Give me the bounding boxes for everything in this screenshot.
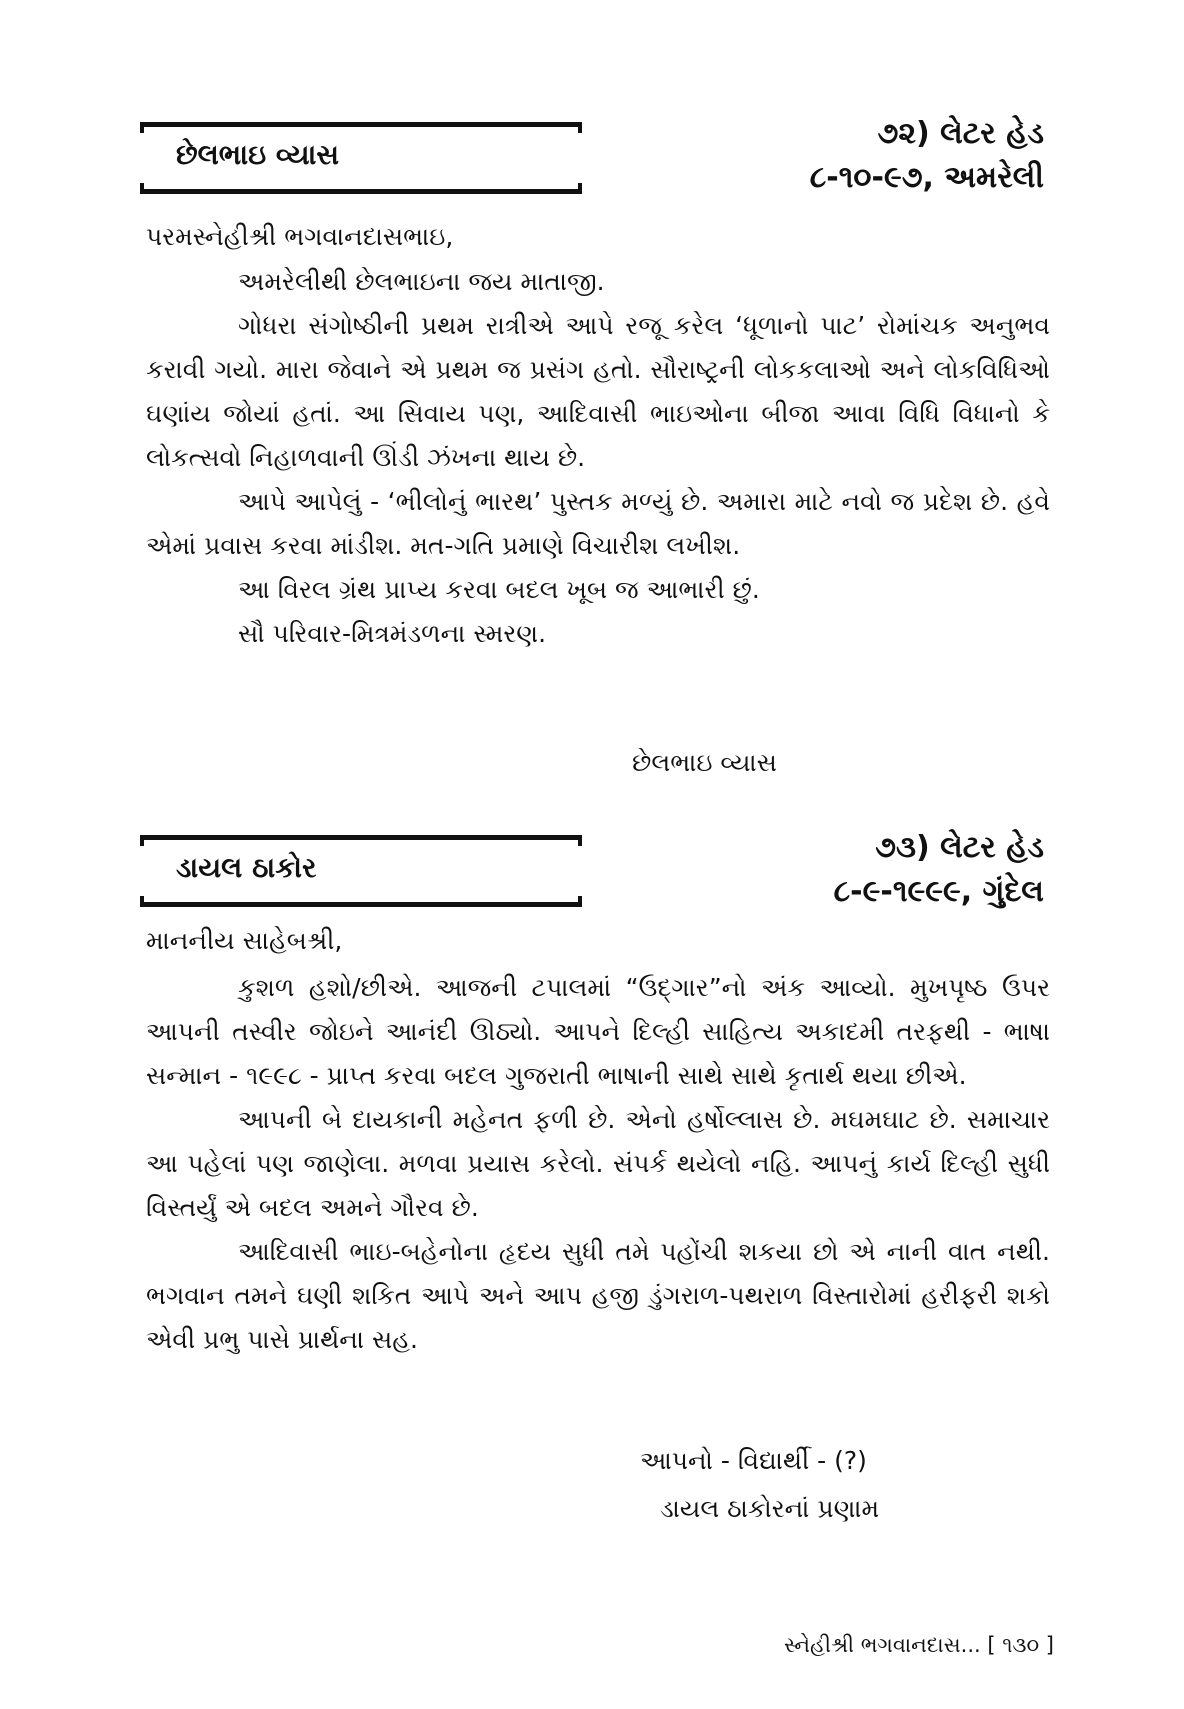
letter-date-place: ૮-૧૦-૯૭, અમરેલી [809,160,1044,195]
paragraph: આ વિરલ ગ્રંથ પ્રાપ્ય કરવા બદલ ખૂબ જ આભારી છું. [238,575,760,604]
page-footer: સ્નેહીશ્રી ભગવાનદાસ... [ ૧૩૦ ] [783,1633,1054,1657]
author-name-box [140,122,582,194]
paragraph: સૌ પરિવાર-મિત્રમંડળના સ્મરણ. [238,619,547,648]
paragraph: આપે આપેલું - ‘ભીલોનું ભારથ’ પુસ્તક મળ્યું છે. અમારા માટે નવો જ પ્રદેશ છે. હવે એમાં પ્રવાસ કરવા માંડીશ. મત-ગતિ પ્રમાણે વિચારીશ લખીશ. [146,487,1050,560]
paragraph: આદિવાસી ભાઇ-બહેનોના હૃદય સુધી તમે પહોંચી શકયા છો એ નાની વાત નથી. ભગવાન તમને ઘણી શકિત આપે અને આપ હજી ડુંગરાળ-પથરાળ વિસ્તારોમાં હરીફરી શકો એવી પ્રભુ પાસે પ્રાર્થના સહ. [146,1237,1050,1354]
paragraph: કુશળ હશો/છીએ. આજની ટપાલમાં “ઉદ્‌ગાર”નો અંક આવ્યો. મુખપૃષ્ઠ ઉપર આપની તસ્વીર જોઇને આનંદી ઊઠ્યો. આપને દિલ્હી સાહિત્ય અકાદમી તરફથી - ભાષા સન્માન - ૧૯૯૮ - પ્રાપ્ત કરવા બદલ ગુજરાતી ભાષાની સાથે સાથે કૃતાર્થ થયા છીએ. [146,973,1050,1090]
letter-number: ૭૩) લેટર હેડ [875,830,1044,865]
paragraph: અમરેલીથી છેલભાઇના જય માતાજી. [238,267,605,296]
paragraph: ગોધરા સંગોષ્ઠીની પ્રથમ રાત્રીએ આપે રજૂ કરેલ ‘ધૂળાનો પાટ’ રોમાંચક અનુભવ કરાવી ગયો. મારા જેવાને એ પ્રથમ જ પ્રસંગ હતો. સૌરાષ્ટ્રની લોકકલાઓ અને લોકવિધિઓ ઘણાંય જોયાં હતાં. આ સિવાય પણ, આદિવાસી ભાઇઓના બીજા આવા વિધિ વિધાનો કે લોકત્સવો નિહાળવાની ઊંડી ઝંખના થાય છે. [146,311,1050,472]
letter-number: ૭૨) લેટર હેડ [877,116,1044,151]
letter-body [146,966,1050,1362]
signature-line-2: ડાયલ ઠાકોરનાં પ્રણામ [660,1494,880,1523]
letter-reference [810,112,1044,200]
salutation: માનનીય સાહેબશ્રી, [146,926,343,955]
letter-body [146,260,1050,656]
signature-line-1: આપનો - વિદ્યાર્થી - (?) [640,1446,867,1475]
signature: છેલભાઇ વ્યાસ [632,748,777,777]
letter-reference [834,826,1044,914]
author-name-box [140,835,582,907]
author-name: છેલભાઇ વ્યાસ [176,138,340,171]
salutation: પરમસ્નેહીશ્રી ભગવાનદાસભાઇ, [146,222,454,251]
author-name: ડાયલ ઠાકોર [176,851,317,884]
letter-date-place: ૮-૯-૧૯૯૯, ગુંદેલ [833,874,1044,909]
paragraph: આપની બે દાયકાની મહેનત ફળી છે. એનો હર્ષોલ્લાસ છે. મઘમઘાટ છે. સમાચાર આ પહેલાં પણ જાણેલા. મળવા પ્રયાસ કરેલો. સંપર્ક થયેલો નહિ. આપનું કાર્ય દિલ્હી સુધી વિસ્તર્યું એ બદલ અમને ગૌરવ છે. [146,1105,1050,1222]
